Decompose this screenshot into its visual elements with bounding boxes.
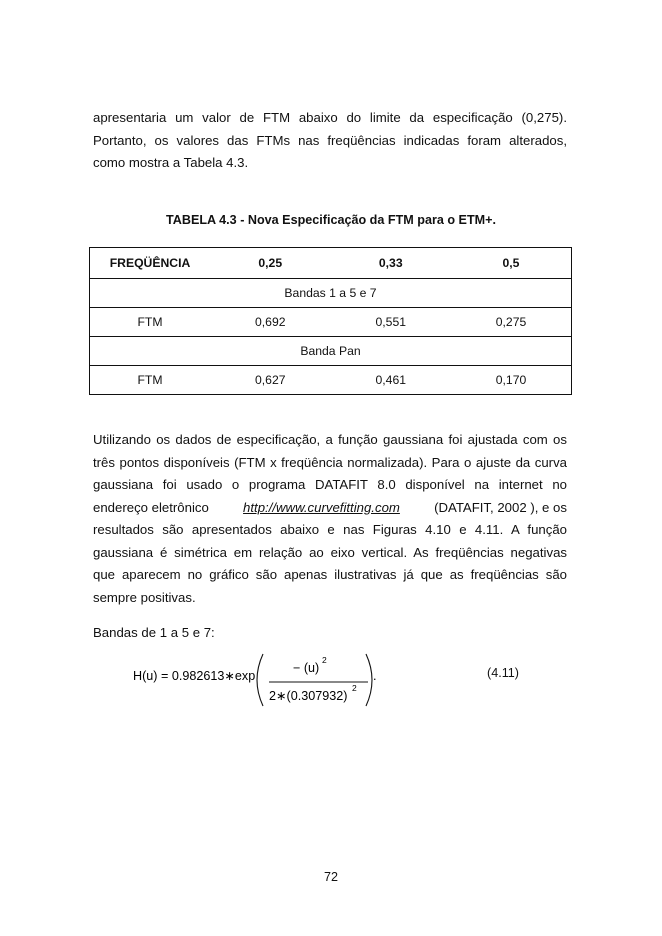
denominator-exponent: 2	[352, 683, 357, 693]
table-cell: 0,170	[451, 366, 572, 395]
group-label: Banda Pan	[90, 337, 572, 366]
table-cell: FTM	[90, 366, 211, 395]
bandas-label: Bandas de 1 a 5 e 7:	[93, 625, 215, 640]
text-line: gaussiana foi usado o programa DATAFIT 8.0 disponível na internet no	[93, 477, 567, 492]
header-cell: 0,5	[451, 248, 572, 279]
numerator-exponent: 2	[322, 655, 327, 665]
text-line: Utilizando os dados de especificação, a função gaussiana foi ajustada com os	[93, 432, 567, 447]
table-cell: FTM	[90, 308, 211, 337]
group-label-row	[90, 279, 572, 308]
table-row	[90, 366, 572, 395]
header-cell: 0,33	[331, 248, 452, 279]
text-fragment: (DATAFIT, 2002 ), e os	[434, 499, 567, 515]
text-fragment: endereço eletrônico	[93, 499, 209, 515]
table-header-row	[90, 248, 572, 279]
table-caption: TABELA 4.3 - Nova Especificação da FTM para o ETM+.	[166, 213, 496, 227]
equation-number: (4.11)	[487, 666, 519, 680]
table-cell: 0,627	[210, 366, 331, 395]
left-paren	[257, 654, 263, 706]
text-line: resultados são apresentados abaixo e nas Figuras 4.10 e 4.11. A função	[93, 522, 567, 537]
right-paren	[366, 654, 372, 706]
paragraph-intro	[93, 107, 567, 175]
table-row	[90, 308, 572, 337]
equation-trail: .	[373, 669, 377, 683]
text-line: três pontos disponíveis (FTM x freqüência normalizada). Para o ajuste da curva	[93, 454, 567, 470]
header-cell: 0,25	[210, 248, 331, 279]
group-label-row	[90, 337, 572, 366]
text-line: sempre positivas.	[93, 589, 196, 605]
paragraph-datafit	[93, 429, 567, 609]
page-number: 72	[323, 870, 338, 884]
text-line: Portanto, os valores das FTMs nas freqüências indicadas foram alterados,	[93, 132, 567, 148]
group-label: Bandas 1 a 5 e 7	[90, 279, 572, 308]
equation-4-11	[133, 650, 533, 710]
table-cell: 0,692	[210, 308, 331, 337]
text-line-with-link	[93, 497, 567, 520]
table-cell: 0,275	[451, 308, 572, 337]
text-line: gaussiana é simétrica em relação ao eixo vertical. As freqüências negativas	[93, 544, 567, 560]
text-line: como mostra a Tabela 4.3.	[93, 155, 249, 170]
table-cell: 0,551	[331, 308, 452, 337]
table-cell: 0,461	[331, 366, 452, 395]
text-line: apresentaria um valor de FTM abaixo do limite da especificação (0,275).	[93, 110, 567, 125]
header-cell: FREQÜÊNCIA	[90, 248, 211, 279]
equation-lhs: H(u) = 0.982613∗exp	[133, 669, 256, 683]
equation-numerator: − (u)	[293, 661, 320, 675]
equation-denominator: 2∗(0.307932)	[269, 689, 348, 703]
ftm-table	[89, 247, 572, 395]
text-line: que aparecem no gráfico são apenas ilustrativas já que as freqüências são	[93, 567, 567, 582]
datafit-link[interactable]: http://www.curvefitting.com	[243, 499, 400, 515]
